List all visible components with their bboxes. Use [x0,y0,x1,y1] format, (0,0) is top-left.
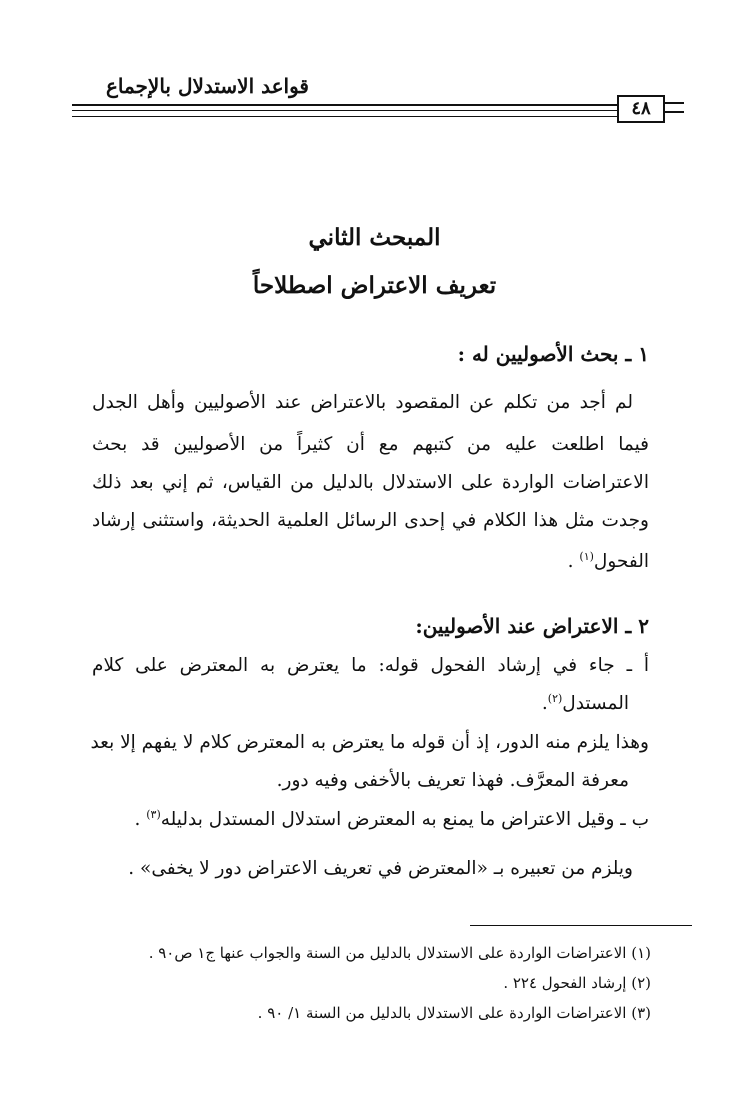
body-line: أ ـ جاء في إرشاد الفحول قوله: ما يعترض به المعترض على كلام [92,655,649,676]
header-rule [72,104,618,106]
body-line: وجدت مثل هذا الكلام في إحدى الرسائل العلمية الحديثة، واستثنى إرشاد [92,510,649,531]
body-line: ويلزم من تعبيره بـ «المعترض في تعريف الاعتراض دور لا يخفى» . [128,858,633,879]
body-line: وهذا يلزم منه الدور، إذ أن قوله ما يعترض به المعترض كلام لا يفهم إلا بعد [90,732,649,753]
body-text: المستدل [562,693,629,715]
footnote-ref: (١) [579,550,594,563]
running-header-title: قواعد الاستدلال بالإجماع [105,74,309,98]
section-subtitle: تعريف الاعتراض اصطلاحاً [252,272,497,299]
footnote-rule [470,925,692,926]
body-line [92,550,649,572]
page-number: ٤٨ [617,95,665,123]
footnote: (١) الاعتراضات الواردة على الاستدلال بالدليل من السنة والجواب عنها ج١ ص٩٠ . [148,944,651,962]
body-line: فيما اطلعت عليه من كتبهم مع أن كثيراً من الأصوليين قد بحث [92,434,649,455]
body-line [92,692,629,714]
body-text: الفحول [593,551,649,573]
footnote: (٣) الاعتراضات الواردة على الاستدلال بالدليل من السنة ١/ ٩٠ . [257,1004,651,1022]
body-line [92,808,649,830]
body-line: الاعتراضات الواردة على الاستدلال بالدليل من القياس، ثم إني بعد ذلك [92,472,649,493]
body-text: ب ـ وقيل الاعتراض ما يمنع به المعترض استدلال المستدل بدليله [160,809,649,831]
body-line: لم أجد من تكلم عن المقصود بالاعتراض عند الأصوليين وأهل الجدل [92,392,633,413]
footnote-ref: (٢) [547,692,563,705]
footnote-ref: (٣) [146,808,161,821]
body-text: . [567,551,580,573]
body-line: معرفة المعرَّف. فهذا تعريف بالأخفى وفيه دور. [276,770,629,791]
part2-heading: ٢ ـ الاعتراض عند الأصوليين: [415,614,649,638]
part1-heading: ١ ـ بحث الأصوليين له : [457,342,649,366]
section-title: المبحث الثاني [308,224,441,251]
header-rule [72,110,618,111]
body-text: . [134,809,147,831]
header-rule [72,116,618,117]
body-text: . [541,693,548,715]
page-number-ornament [664,102,684,113]
footnote: (٢) إرشاد الفحول ٢٢٤ . [503,974,651,992]
